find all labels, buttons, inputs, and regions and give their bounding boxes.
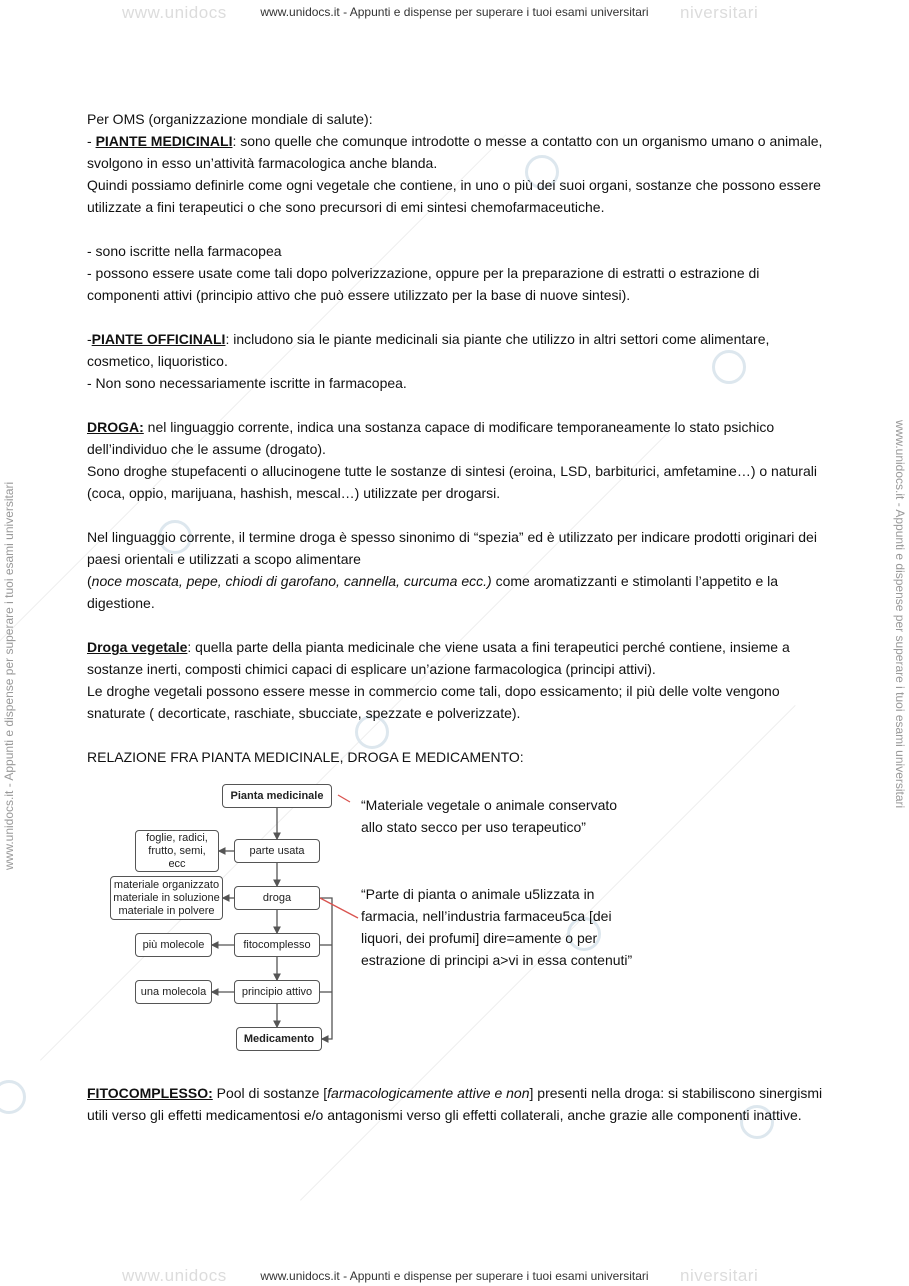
relation-diagram — [100, 780, 360, 1060]
dash: - — [87, 133, 96, 149]
node-piu-molecole: più molecole — [135, 933, 212, 957]
spezie-list: noce moscata, pepe, chiodi di garofano, cannella, curcuma ecc.) — [91, 573, 492, 589]
spezia-tail: come aromatizzanti e stimolanti l’appetito e la digestione. — [87, 573, 779, 611]
spezia-paragraph: Nel linguaggio corrente, il termine droga è spesso sinonimo di “spezia” ed è utilizzato per indicare prodotti originari dei paesi orientali e utilizzati a scopo alimentare — [87, 529, 817, 567]
paren: ( — [87, 573, 92, 589]
side-watermark-left: www.unidocs.it - Appunti e dispense per superare i tuoi esami universitari — [2, 481, 16, 870]
unidocs-logo-icon — [0, 1080, 26, 1114]
node-una-molecola: una molecola — [135, 980, 212, 1004]
bullet-farmacopea: - sono iscritte nella farmacopea — [87, 243, 282, 259]
definition-text: nel linguaggio corrente, indica una sostanza capace di modificare temporaneamente lo stato psichico dell’individuo che le assume (drogato). — [87, 419, 775, 457]
piante-medicinali-paragraph — [87, 130, 827, 174]
definition-text: : sono quelle che comunque introdotte o messe a contatto con un organismo umano o animale, svolgono in esso un’attività farmacologica anche blanda. — [87, 133, 823, 171]
droga-paragraph-2: Sono droghe stupefacenti o allucinogene tutte le sostanze di sintesi (eroina, LSD, barbiturici, amfetamine…) o naturali (coca, oppio, marijuana, hashish, mescal…) utilizzate per drogarsi. — [87, 463, 817, 501]
section-title-relazione: RELAZIONE FRA PIANTA MEDICINALE, DROGA E MEDICAMENTO: — [87, 749, 524, 765]
bullet-officinali: - Non sono necessariamente iscritte in farmacopea. — [87, 375, 407, 391]
footer-watermark: www.unidocs.it - Appunti e dispense per superare i tuoi esami universitari — [260, 1269, 649, 1283]
fito-text-2: ] presenti nella droga: si stabiliscono sinergismi utili verso gli effetti medicamentosi e/o antagonismi verso gli effetti collaterali, anche grazie alle componenti inattive. — [87, 1085, 823, 1123]
fito-text-1: Pool di sostanze [ — [212, 1085, 328, 1101]
quote-droga-definition: “Materiale vegetale o animale conservato allo stato secco per uso terapeutico” — [361, 797, 618, 835]
droga-paragraph — [87, 416, 827, 460]
term-piante-medicinali: PIANTE MEDICINALI — [95, 133, 233, 149]
watermark-ghost-right: niversitari — [680, 3, 759, 22]
fitocomplesso-section — [87, 1082, 827, 1126]
node-materiale: materiale organizzato materiale in soluzione materiale in polvere — [110, 876, 223, 920]
spezia-paragraph-2 — [87, 570, 827, 614]
term-droga-vegetale: Droga vegetale — [87, 639, 188, 655]
quote-droga-uso: “Parte di pianta o animale u5lizzata in farmacia, nell’industria farmaceu5ca [dei liquori, dei profumi] dire=amente o per estrazione di principi a>vi in essa contenuti” — [361, 886, 633, 968]
node-pianta-medicinale: Pianta medicinale — [222, 784, 332, 808]
watermark-ghost-right: niversitari — [680, 1266, 759, 1285]
droga-vegetale-paragraph-2: Le droghe vegetali possono essere messe in commercio come tali, dopo essicamento; il più delle volte vengono snaturate ( decorticate, raschiate, sbucciate, spezzate e polverizzate). — [87, 683, 780, 721]
piante-medicinali-paragraph-2: Quindi possiamo definirle come ogni vegetale che contiene, in uno o più dei suoi organi, sostanze che possono essere utilizzate a fini terapeutici o che sono precursori di emi sintesi chemofarmaceutiche. — [87, 177, 821, 215]
fito-italic: farmacologicamente attive e non — [327, 1085, 530, 1101]
node-principio-attivo: principio attivo — [234, 980, 320, 1004]
bullet-uso: - possono essere usate come tali dopo polverizzazione, oppure per la preparazione di estratti o estrazione di componenti attivi (principio attivo che può essere utilizzato per la base di nuove sintesi). — [87, 265, 760, 303]
term-piante-officinali: PIANTE OFFICINALI — [91, 331, 226, 347]
node-fitocomplesso: fitocomplesso — [234, 933, 320, 957]
definition-text: : quella parte della pianta medicinale che viene usata a fini terapeutici perché contiene, insieme a sostanze inerti, composti chimici capaci di esplicare un’azione farmacologica (principi attivi). — [87, 639, 790, 677]
definition-text: : includono sia le piante medicinali sia piante che utilizzo in altri settori come alimentare, cosmetico, liquoristico. — [87, 331, 770, 369]
node-parte-usata: parte usata — [234, 839, 320, 863]
piante-officinali-paragraph — [87, 328, 827, 372]
droga-vegetale-paragraph — [87, 636, 827, 680]
intro-line: Per OMS (organizzazione mondiale di salute): — [87, 111, 373, 127]
dash: - — [87, 331, 92, 347]
node-medicamento: Medicamento — [236, 1027, 322, 1051]
document-body — [87, 108, 827, 768]
header-watermark: www.unidocs.it - Appunti e dispense per superare i tuoi esami universitari — [260, 5, 649, 19]
node-foglie-radici: foglie, radici, frutto, semi, ecc — [135, 830, 219, 872]
side-watermark-right: www.unidocs.it - Appunti e dispense per superare i tuoi esami universitari — [893, 420, 907, 809]
watermark-ghost-left: www.unidocs — [122, 3, 227, 22]
fitocomplesso-paragraph — [87, 1082, 827, 1126]
term-fitocomplesso: FITOCOMPLESSO: — [87, 1085, 213, 1101]
diagram-connectors — [100, 780, 360, 1060]
term-droga: DROGA: — [87, 419, 144, 435]
node-droga: droga — [234, 886, 320, 910]
watermark-ghost-left: www.unidocs — [122, 1266, 227, 1285]
